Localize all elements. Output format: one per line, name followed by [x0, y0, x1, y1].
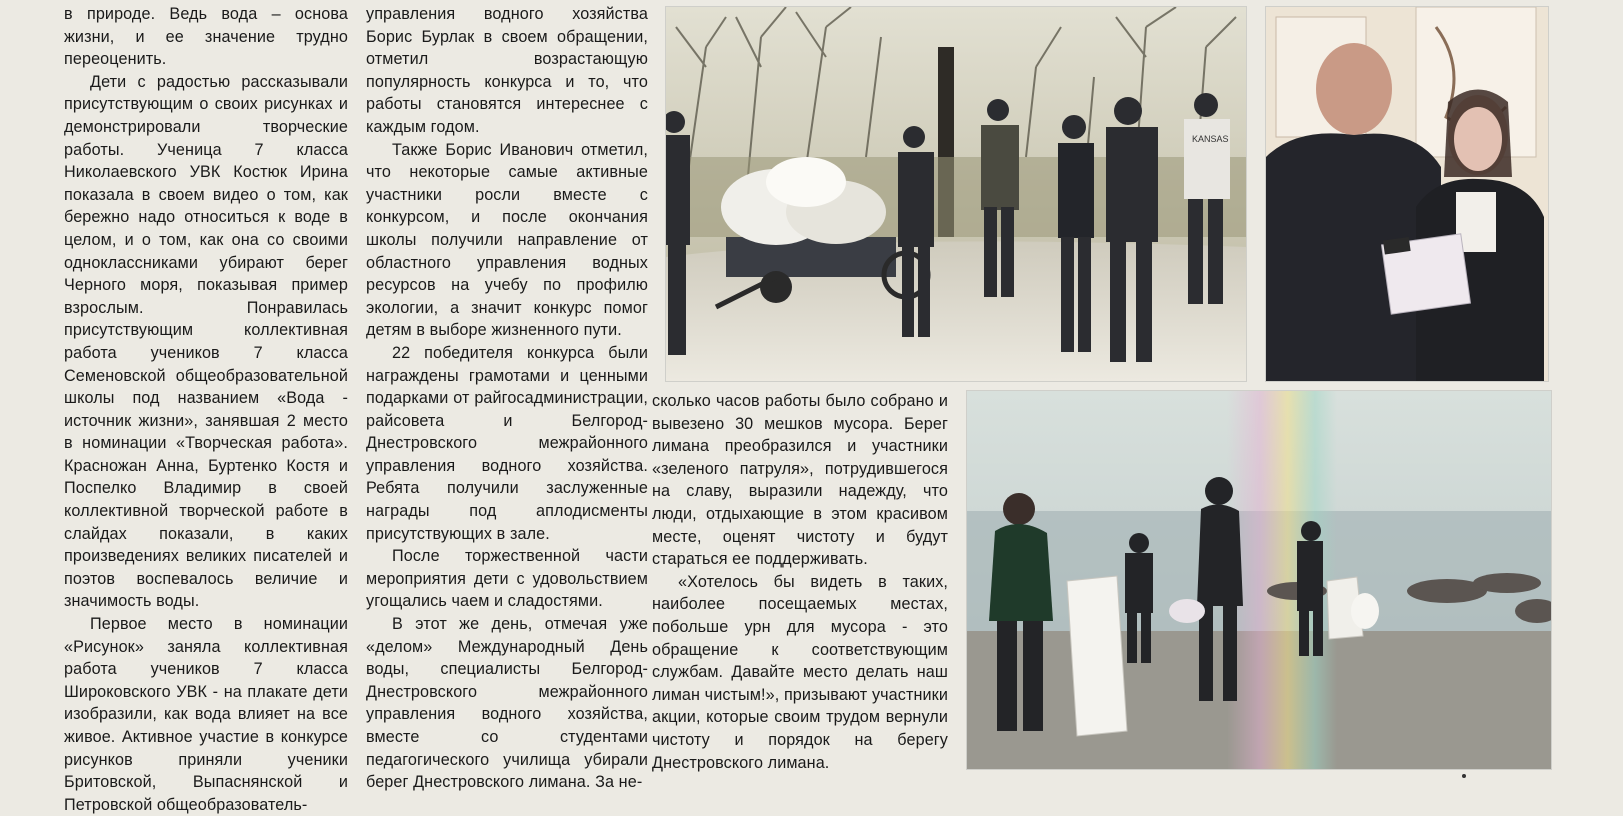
tshirt-print: KANSAS [1192, 134, 1229, 144]
paragraph: Дети с радостью рассказывали присутствующим о своих рисунках и демонстрировали творческие работы. Ученица 7 класса Николаевского УВК Костюк Ирина показала в своем видео о том, как бережно надо относиться к воде в целом, и о том, как она со своими одноклассниками убирают берег Черного моря, показывая пример взрослым. Понравилась присутствующим коллективная работа учеников 7 класса Семеновской общеобразовательной школы под названием «Вода - источник жизни», занявшая 2 место в номинации «Творческая работа». Красножан Анна, Буртенко Костя и Поспелко Владимир в своей коллективной творческой работе в слайдах показали, в каких произведениях великих писателей и поэтов воспевалось величие и значимость воды. [64, 72, 348, 611]
article-column-3 [652, 390, 948, 774]
paragraph: «Хотелось бы видеть в таких, наиболее посещаемых местах, побольше урн для мусора - это обращение к соответствующим службам. Давайте место делать наш лиман чистым!», призывают участники акции, которые своим трудом вернули чистоту и порядок на берегу Днестровского лимана. [652, 572, 948, 772]
photo-shore-illustration [967, 391, 1551, 769]
photo-cleanup-cart-illustration [666, 7, 1246, 381]
article-column-1 [64, 3, 348, 816]
paragraph: сколько часов работы было собрано и вывезено 30 мешков мусора. Берег лимана преобразился и участники «зеленого патруля», потрудившегося на славу, выразили надежду, что люди, отдыхающие в этом красивом месте, оценят чистоту и будут стараться ее поддерживать. [652, 392, 948, 569]
paragraph: Первое место в номинации «Рисунок» заняла коллективная работа учеников 7 класса Широковского УВК - на плакате дети изобразили, как вода влияет на все живое. Активное участие в конкурсе рисунков приняли ученики Бритовской, Выпаснянской и Петровской общеобразователь- [64, 615, 348, 814]
article-column-2 [366, 3, 648, 794]
paragraph: В этот же день, отмечая уже «делом» Международный День воды, специалисты Белгород-Днестровского межрайонного управления водного хозяйства, вместе со студентами педагогического училища убирали берег Днестровского лимана. За не- [366, 615, 648, 792]
photo-award-illustration [1266, 7, 1548, 381]
photo-award [1265, 6, 1549, 382]
paragraph: управления водного хозяйства Борис Бурлак в своем обращении, отметил возрастающую популярность конкурса и то, что работы становятся интереснее с каждым годом. [366, 5, 648, 136]
print-dot [1462, 774, 1466, 778]
paragraph: в природе. Ведь вода – основа жизни, и ее значение трудно переоценить. [64, 5, 348, 69]
photo-shore-cleanup [966, 390, 1552, 770]
paragraph: 22 победителя конкурса были награждены грамотами и ценными подарками от райгосадминистрации, райсовета и Белгород-Днестровского межрайонного управления водного хозяйства. Ребята получили заслуженные награды под аплодисменты присутствующих в зале. [366, 343, 648, 543]
photo-cleanup-cart [665, 6, 1247, 382]
paragraph: Также Борис Иванович отметил, что некоторые самые активные участники росли вместе с конкурсом, и после окончания школы получили направление от областного управления водных ресурсов на учебу по профилю экологии, а значит конкурс помог детям в выборе жизненного пути. [366, 140, 648, 340]
paragraph: После торжественной части мероприятия дети с удовольствием угощались чаем и сладостями. [366, 547, 648, 611]
